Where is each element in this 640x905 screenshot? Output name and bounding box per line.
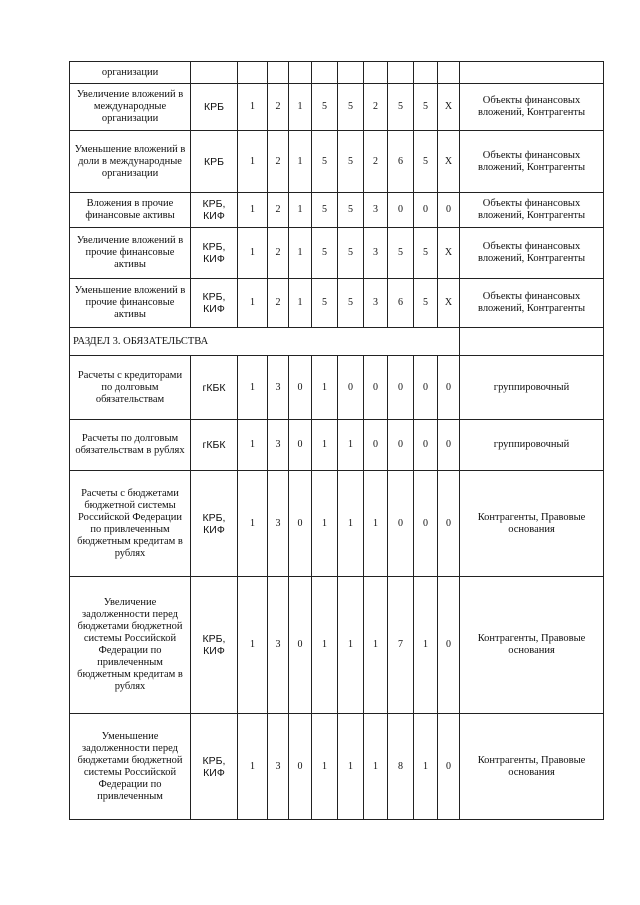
code-digit-cell: 0 xyxy=(414,471,438,577)
code-digit-cell: 1 xyxy=(238,228,268,279)
code-digit-cell: 2 xyxy=(364,84,388,131)
code-digit-cell: 0 xyxy=(289,714,312,820)
code-digit-cell: 1 xyxy=(238,131,268,193)
analytics-cell: Объекты финансовых вложений, Контрагенты xyxy=(460,279,604,328)
code-digit-cell: 0 xyxy=(388,356,414,420)
code-digit-cell xyxy=(364,62,388,84)
code-digit-cell: 0 xyxy=(364,420,388,471)
code-digit-cell: 5 xyxy=(414,84,438,131)
code-digit-cell: 5 xyxy=(338,279,364,328)
code-digit-cell: 1 xyxy=(312,577,338,714)
accounts-table xyxy=(69,61,604,820)
code-digit-cell xyxy=(289,62,312,84)
code-digit-cell: 3 xyxy=(364,279,388,328)
code-digit-cell: 1 xyxy=(238,577,268,714)
code-digit-cell: 2 xyxy=(268,228,289,279)
code-digit-cell: 1 xyxy=(238,84,268,131)
code-digit-cell: 0 xyxy=(364,356,388,420)
code-digit-cell: 0 xyxy=(414,193,438,228)
code-digit-cell: 1 xyxy=(289,228,312,279)
code-digit-cell: 5 xyxy=(338,193,364,228)
code-digit-cell: 0 xyxy=(388,193,414,228)
code-digit-cell: 5 xyxy=(414,279,438,328)
code-digit-cell: 1 xyxy=(364,577,388,714)
code-digit-cell: 0 xyxy=(388,471,414,577)
kbk-cell: КРБ, КИФ xyxy=(191,228,238,279)
code-digit-cell xyxy=(388,62,414,84)
code-digit-cell: 2 xyxy=(268,193,289,228)
code-digit-cell: 0 xyxy=(438,471,460,577)
code-digit-cell xyxy=(238,62,268,84)
account-name-cell: Увеличение задолженности перед бюджетами бюджетной системы Российской Федерации по привлеченным бюджетным кредитам в рублях xyxy=(70,577,191,714)
code-digit-cell: 7 xyxy=(388,577,414,714)
kbk-cell: КРБ, КИФ xyxy=(191,193,238,228)
code-digit-cell: 6 xyxy=(388,131,414,193)
code-digit-cell: 0 xyxy=(438,420,460,471)
code-digit-cell: 1 xyxy=(312,420,338,471)
code-digit-cell: X xyxy=(438,84,460,131)
account-name-cell: Расчеты по долговым обязательствам в рублях xyxy=(70,420,191,471)
code-digit-cell: 5 xyxy=(338,228,364,279)
table-row xyxy=(70,193,604,228)
code-digit-cell: 5 xyxy=(312,84,338,131)
analytics-cell: Объекты финансовых вложений, Контрагенты xyxy=(460,193,604,228)
code-digit-cell: 1 xyxy=(338,471,364,577)
code-digit-cell: 3 xyxy=(268,356,289,420)
code-digit-cell: 3 xyxy=(364,193,388,228)
code-digit-cell: 5 xyxy=(338,84,364,131)
table-row xyxy=(70,714,604,820)
kbk-cell: КРБ, КИФ xyxy=(191,471,238,577)
table-row xyxy=(70,131,604,193)
code-digit-cell: 5 xyxy=(312,193,338,228)
analytics-cell: Объекты финансовых вложений, Контрагенты xyxy=(460,84,604,131)
kbk-cell: гКБК xyxy=(191,356,238,420)
code-digit-cell: 1 xyxy=(338,577,364,714)
code-digit-cell: 0 xyxy=(438,193,460,228)
table-row xyxy=(70,279,604,328)
code-digit-cell xyxy=(438,62,460,84)
account-name-cell: Увеличение вложений в прочие финансовые активы xyxy=(70,228,191,279)
table-row xyxy=(70,577,604,714)
code-digit-cell: 3 xyxy=(268,577,289,714)
code-digit-cell: 5 xyxy=(338,131,364,193)
code-digit-cell: 0 xyxy=(289,356,312,420)
code-digit-cell: 1 xyxy=(312,714,338,820)
code-digit-cell: 5 xyxy=(414,228,438,279)
code-digit-cell: 0 xyxy=(438,356,460,420)
account-name-cell: Уменьшение вложений в прочие финансовые активы xyxy=(70,279,191,328)
code-digit-cell xyxy=(338,62,364,84)
section-title: РАЗДЕЛ 3. ОБЯЗАТЕЛЬСТВА xyxy=(70,328,460,356)
table-row xyxy=(70,356,604,420)
code-digit-cell: 2 xyxy=(268,279,289,328)
code-digit-cell: 5 xyxy=(312,131,338,193)
code-digit-cell: 2 xyxy=(268,131,289,193)
code-digit-cell: 1 xyxy=(238,420,268,471)
analytics-cell: группировочный xyxy=(460,356,604,420)
code-digit-cell: 5 xyxy=(312,228,338,279)
code-digit-cell: X xyxy=(438,228,460,279)
analytics-cell xyxy=(460,62,604,84)
code-digit-cell: 1 xyxy=(414,577,438,714)
code-digit-cell: 1 xyxy=(238,193,268,228)
code-digit-cell: 0 xyxy=(289,420,312,471)
account-name-cell: Увеличение вложений в международные организации xyxy=(70,84,191,131)
code-digit-cell: 5 xyxy=(388,84,414,131)
code-digit-cell: 1 xyxy=(414,714,438,820)
code-digit-cell: 2 xyxy=(364,131,388,193)
code-digit-cell: 3 xyxy=(364,228,388,279)
kbk-cell xyxy=(191,62,238,84)
kbk-cell: гКБК xyxy=(191,420,238,471)
analytics-cell: Объекты финансовых вложений, Контрагенты xyxy=(460,131,604,193)
kbk-cell: КРБ, КИФ xyxy=(191,714,238,820)
analytics-cell: Контрагенты, Правовые основания xyxy=(460,577,604,714)
kbk-cell: КРБ xyxy=(191,84,238,131)
code-digit-cell: 1 xyxy=(364,714,388,820)
code-digit-cell: 0 xyxy=(438,714,460,820)
code-digit-cell xyxy=(268,62,289,84)
account-name-cell: Вложения в прочие финансовые активы xyxy=(70,193,191,228)
section-row xyxy=(70,328,604,356)
account-name-cell: Уменьшение вложений в доли в международные организации xyxy=(70,131,191,193)
code-digit-cell: X xyxy=(438,131,460,193)
code-digit-cell: 0 xyxy=(438,577,460,714)
analytics-cell: группировочный xyxy=(460,420,604,471)
code-digit-cell: 0 xyxy=(388,420,414,471)
analytics-cell: Контрагенты, Правовые основания xyxy=(460,471,604,577)
code-digit-cell: 0 xyxy=(289,577,312,714)
code-digit-cell: 1 xyxy=(364,471,388,577)
analytics-cell: Объекты финансовых вложений, Контрагенты xyxy=(460,228,604,279)
code-digit-cell: 0 xyxy=(289,471,312,577)
code-digit-cell: 5 xyxy=(312,279,338,328)
code-digit-cell: 1 xyxy=(289,193,312,228)
code-digit-cell: 1 xyxy=(238,471,268,577)
kbk-cell: КРБ xyxy=(191,131,238,193)
code-digit-cell: 1 xyxy=(238,714,268,820)
code-digit-cell: 3 xyxy=(268,471,289,577)
code-digit-cell: 1 xyxy=(338,714,364,820)
section-blank-cell xyxy=(460,328,604,356)
code-digit-cell xyxy=(414,62,438,84)
code-digit-cell: 1 xyxy=(289,279,312,328)
table-row xyxy=(70,62,604,84)
account-name-cell: Уменьшение задолженности перед бюджетами бюджетной системы Российской Федерации по привлеченным xyxy=(70,714,191,820)
code-digit-cell: 1 xyxy=(338,420,364,471)
account-name-cell: организации xyxy=(70,62,191,84)
code-digit-cell: 1 xyxy=(312,471,338,577)
kbk-cell: КРБ, КИФ xyxy=(191,279,238,328)
code-digit-cell xyxy=(312,62,338,84)
account-name-cell: Расчеты с кредиторами по долговым обязательствам xyxy=(70,356,191,420)
code-digit-cell: 6 xyxy=(388,279,414,328)
code-digit-cell: 1 xyxy=(312,356,338,420)
table-row xyxy=(70,420,604,471)
code-digit-cell: 3 xyxy=(268,420,289,471)
code-digit-cell: 3 xyxy=(268,714,289,820)
code-digit-cell: 1 xyxy=(238,279,268,328)
code-digit-cell: 5 xyxy=(388,228,414,279)
code-digit-cell: 2 xyxy=(268,84,289,131)
code-digit-cell: 5 xyxy=(414,131,438,193)
table-row xyxy=(70,84,604,131)
analytics-cell: Контрагенты, Правовые основания xyxy=(460,714,604,820)
table-row xyxy=(70,228,604,279)
kbk-cell: КРБ, КИФ xyxy=(191,577,238,714)
code-digit-cell: 0 xyxy=(338,356,364,420)
code-digit-cell: 0 xyxy=(414,420,438,471)
code-digit-cell: 0 xyxy=(414,356,438,420)
table-row xyxy=(70,471,604,577)
code-digit-cell: 1 xyxy=(289,84,312,131)
code-digit-cell: X xyxy=(438,279,460,328)
code-digit-cell: 8 xyxy=(388,714,414,820)
account-name-cell: Расчеты с бюджетами бюджетной системы Российской Федерации по привлеченным бюджетным кредитам в рублях xyxy=(70,471,191,577)
code-digit-cell: 1 xyxy=(289,131,312,193)
code-digit-cell: 1 xyxy=(238,356,268,420)
